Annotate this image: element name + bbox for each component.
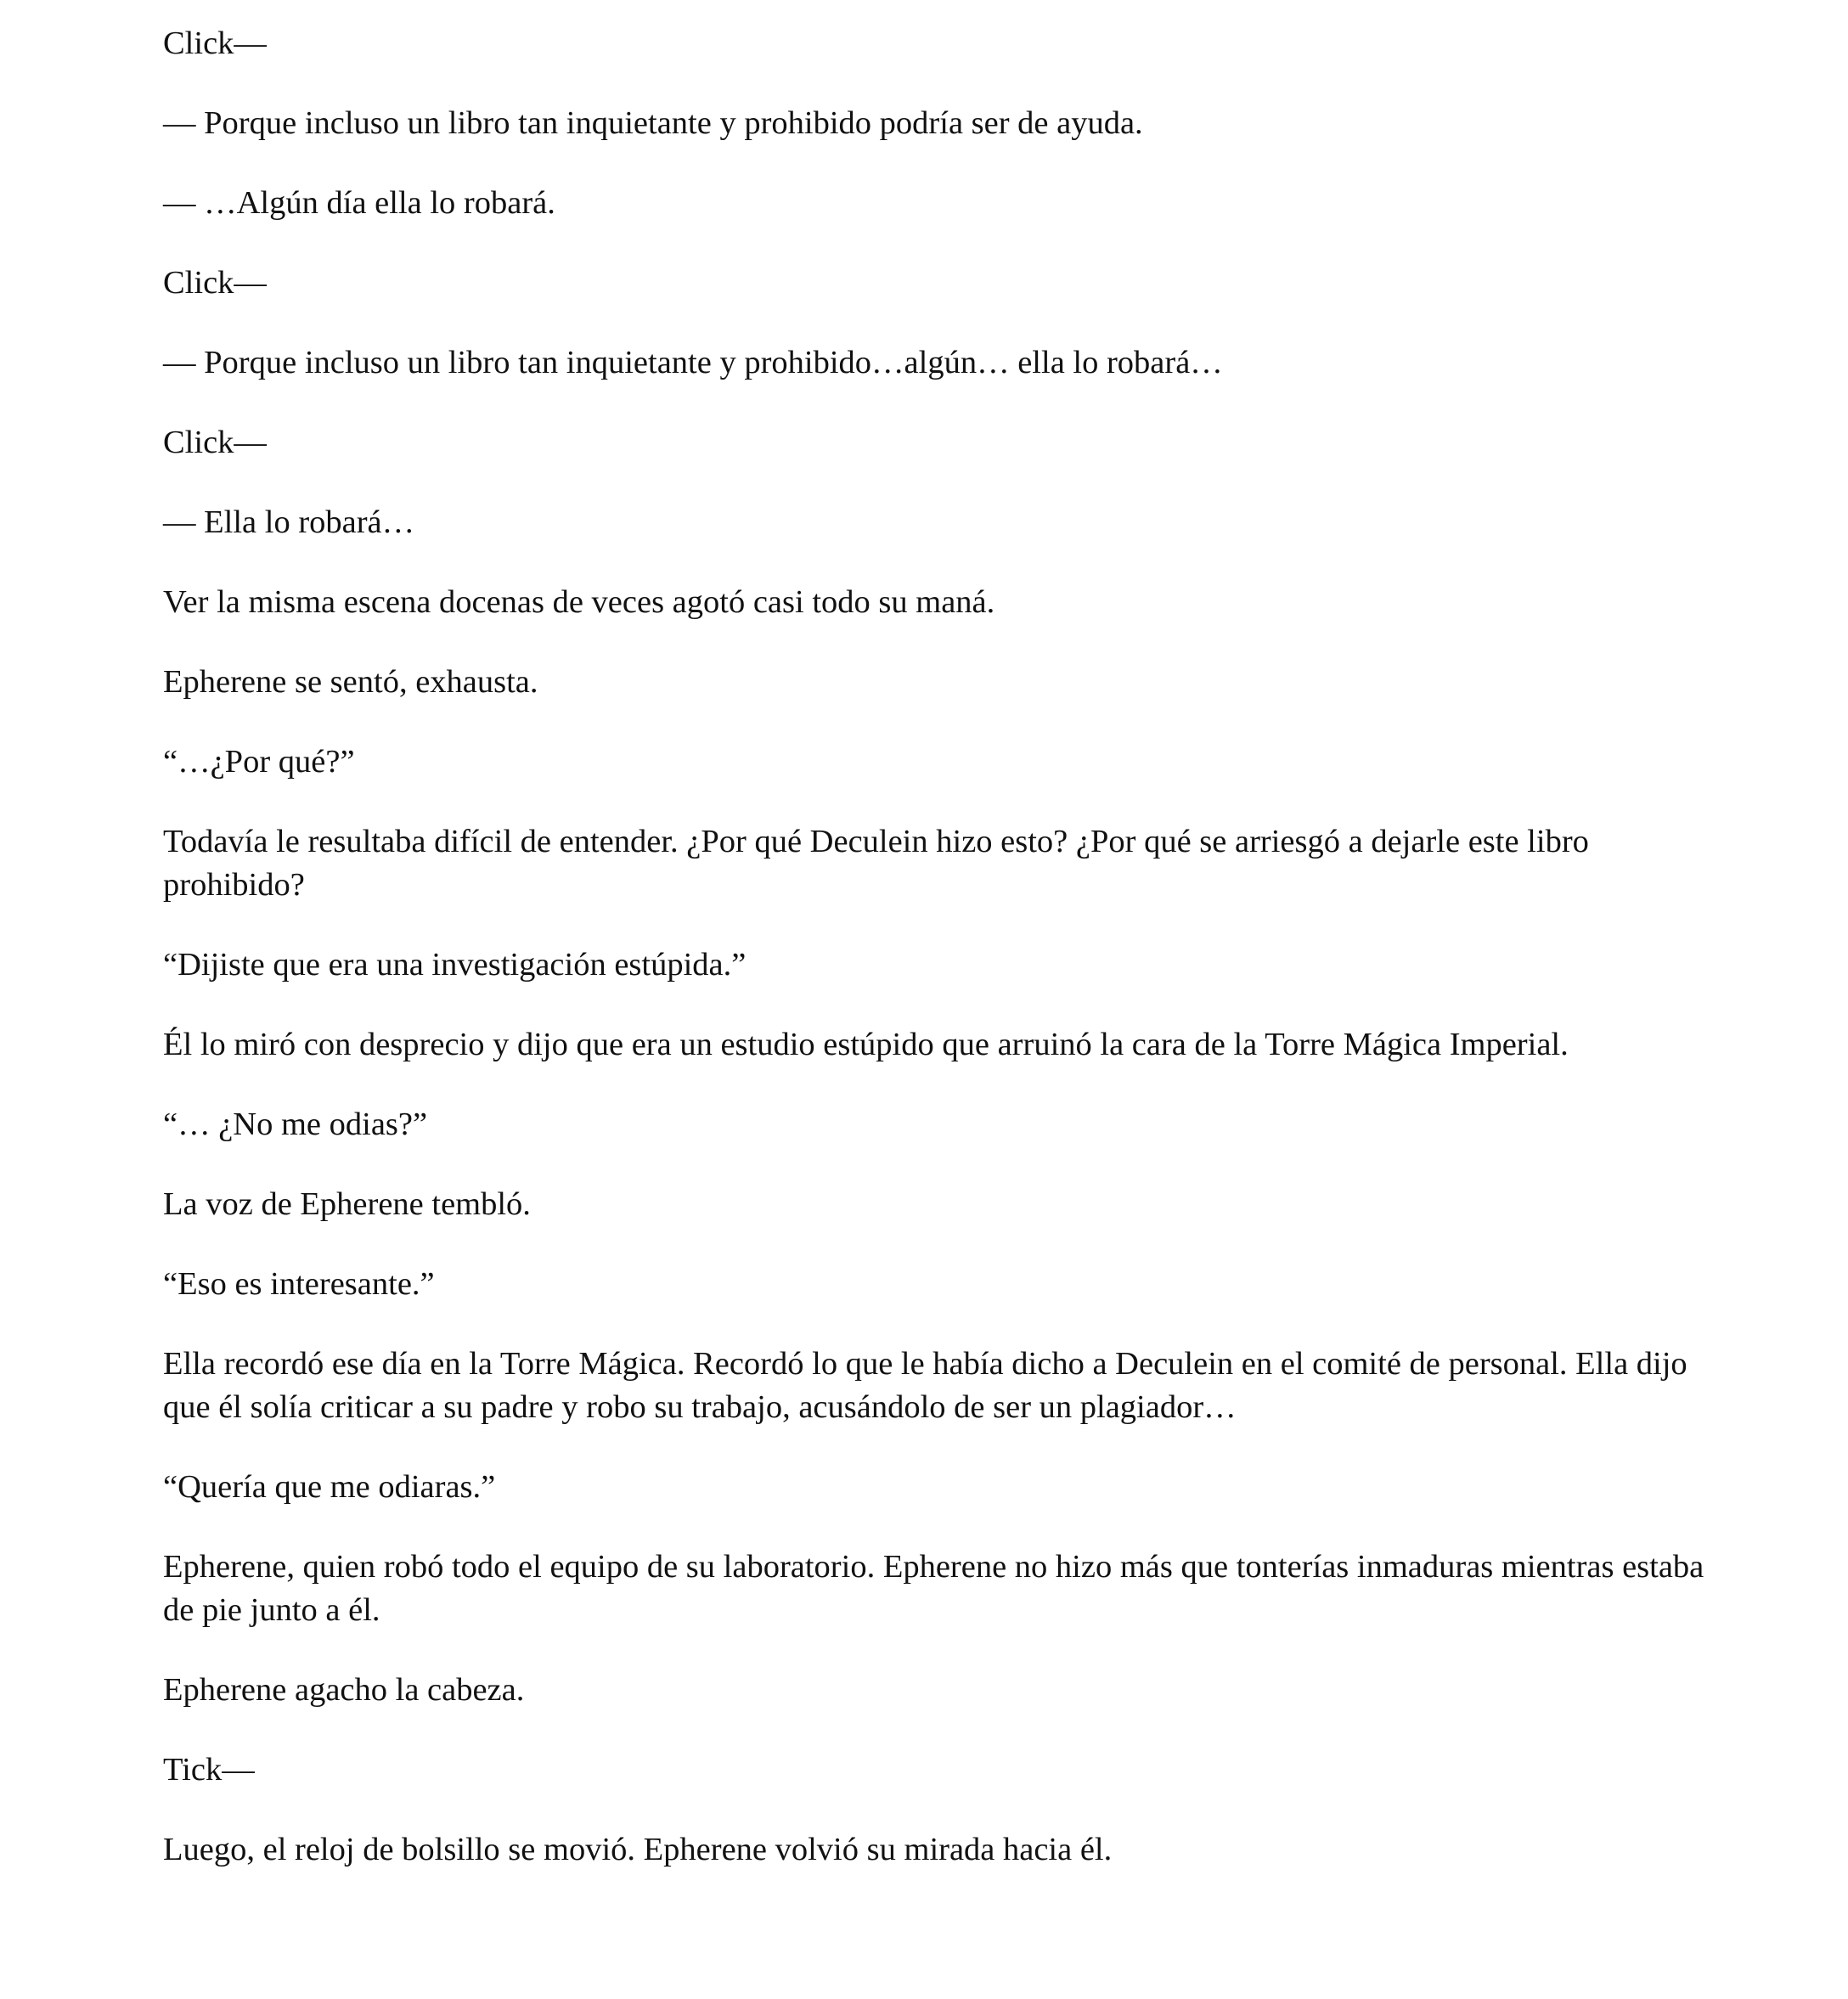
- paragraph: “… ¿No me odias?”: [163, 1106, 428, 1142]
- paragraph: Click—: [163, 25, 267, 61]
- paragraph: — Ella lo robará…: [163, 504, 415, 540]
- paragraph: Tick—: [163, 1752, 255, 1788]
- paragraph: Todavía le resultaba difícil de entender. ¿Por qué Deculein hizo esto? ¿Por qué se arriesgó a dejarle este libro prohibido?: [163, 824, 1589, 903]
- paragraph: Epherene agacho la cabeza.: [163, 1672, 525, 1708]
- paragraph: “Dijiste que era una investigación estúpida.”: [163, 947, 747, 983]
- paragraph: Ella recordó ese día en la Torre Mágica. Recordó lo que le había dicho a Deculein en el comité de personal. Ella dijo que él solía criticar a su padre y robo su trabajo, acusándolo de ser un plagiador…: [163, 1346, 1687, 1425]
- paragraph: La voz de Epherene tembló.: [163, 1186, 531, 1222]
- paragraph: — Porque incluso un libro tan inquietante y prohibido…algún… ella lo robará…: [163, 345, 1223, 380]
- paragraph: Epherene se sentó, exhausta.: [163, 664, 538, 700]
- document-body: [163, 22, 1717, 1908]
- paragraph: — Porque incluso un libro tan inquietante y prohibido podría ser de ayuda.: [163, 105, 1143, 141]
- paragraph: Epherene, quien robó todo el equipo de su laboratorio. Epherene no hizo más que tonterías inmaduras mientras estaba de pie junto a él.: [163, 1549, 1704, 1628]
- paragraph: Click—: [163, 265, 267, 301]
- paragraph: Luego, el reloj de bolsillo se movió. Epherene volvió su mirada hacia él.: [163, 1832, 1113, 1867]
- paragraph: “…¿Por qué?”: [163, 744, 355, 780]
- paragraph: Él lo miró con desprecio y dijo que era un estudio estúpido que arruinó la cara de la Torre Mágica Imperial.: [163, 1027, 1569, 1062]
- paragraph: Click—: [163, 425, 267, 460]
- paragraph: Ver la misma escena docenas de veces agotó casi todo su maná.: [163, 584, 995, 620]
- paragraph: “Quería que me odiaras.”: [163, 1469, 496, 1505]
- paragraph: “Eso es interesante.”: [163, 1266, 435, 1302]
- paragraph: — …Algún día ella lo robará.: [163, 185, 555, 221]
